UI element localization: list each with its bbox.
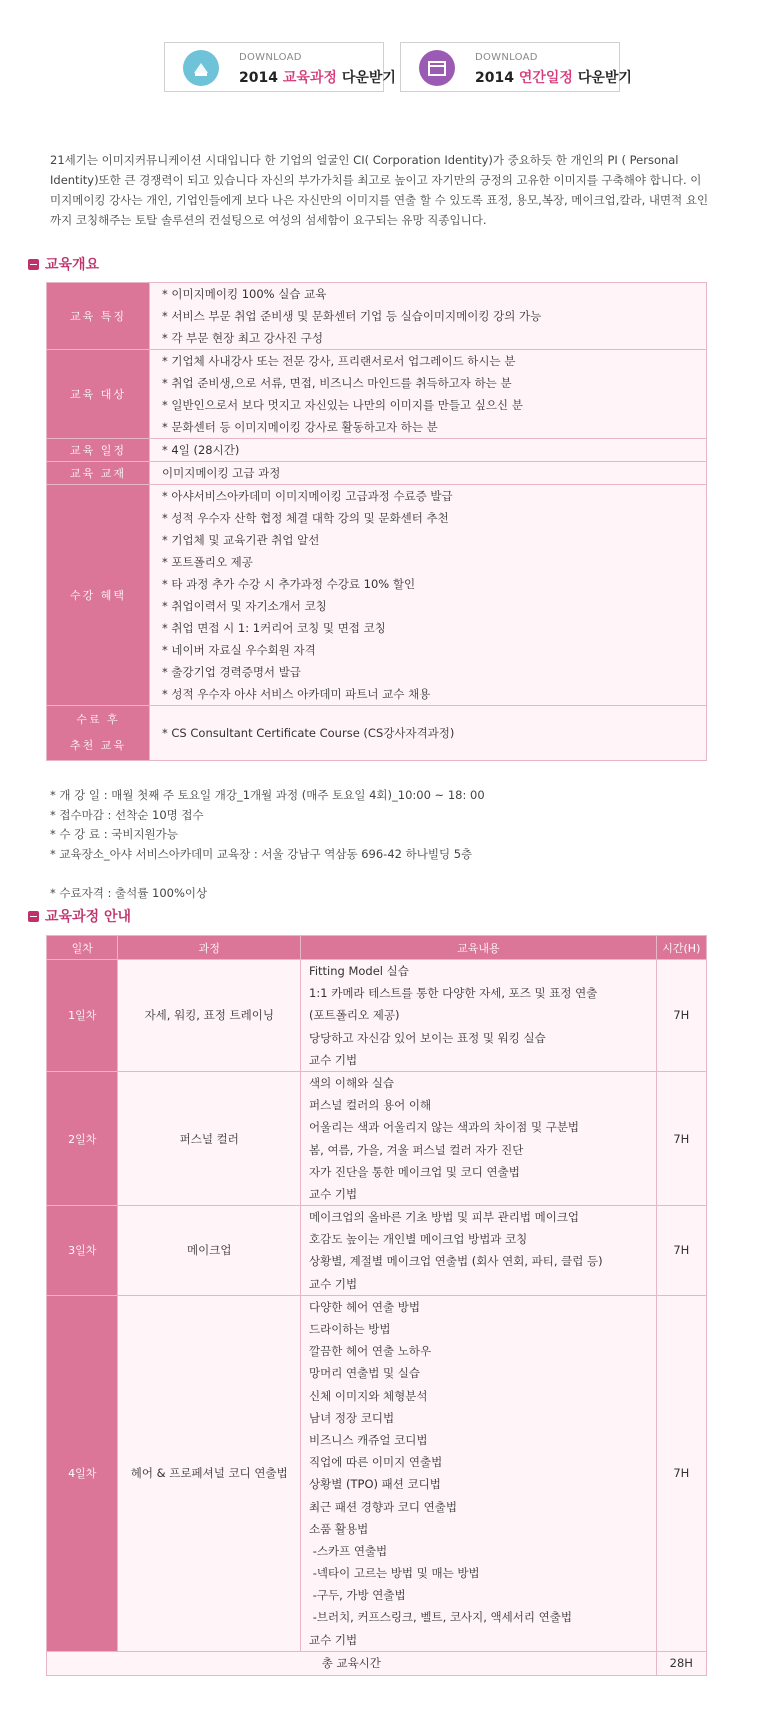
overview-row-content bbox=[150, 706, 707, 761]
note-line: * 수료자격 : 출석률 100%이상 bbox=[50, 885, 208, 900]
download-highlight: 연간일정 bbox=[518, 70, 573, 86]
overview-row bbox=[47, 350, 707, 439]
overview-line: * 서비스 부문 취업 준비생 및 문화센터 기업 등 실습이미지메이킹 강의 가능 bbox=[162, 309, 542, 323]
download-title bbox=[239, 67, 396, 87]
curriculum-line: 남녀 정장 코디법 bbox=[309, 1410, 395, 1425]
curriculum-content bbox=[301, 1206, 657, 1296]
overview-line: * 포트폴리오 제공 bbox=[162, 555, 253, 569]
curriculum-line: 비즈니스 캐쥬얼 코디법 bbox=[309, 1432, 428, 1447]
curriculum-line: 직업에 따른 이미지 연출법 bbox=[309, 1455, 443, 1470]
total-hours: 28H bbox=[656, 1651, 706, 1675]
overview-row bbox=[47, 485, 707, 706]
curriculum-row bbox=[47, 1206, 707, 1296]
overview-line: * 출강기업 경력증명서 발급 bbox=[162, 665, 301, 679]
curriculum-course: 메이크업 bbox=[118, 1206, 301, 1296]
overview-line: * 취업 면접 시 1: 1커리어 코칭 및 면접 코칭 bbox=[162, 621, 386, 635]
overview-row-head: 교육 대상 bbox=[47, 350, 150, 439]
curriculum-course: 자세, 워킹, 표정 트레이닝 bbox=[118, 960, 301, 1072]
section-title-text: 교육개요 bbox=[45, 257, 100, 273]
curriculum-line: 다양한 헤어 연출 방법 bbox=[309, 1299, 420, 1314]
curriculum-hours: 7H bbox=[656, 1295, 706, 1651]
curriculum-line: 교수 기법 bbox=[309, 1632, 358, 1647]
overview-row-head: 교육 특징 bbox=[47, 283, 150, 350]
curriculum-line: 신체 이미지와 체형분석 bbox=[309, 1388, 428, 1403]
curriculum-line: 봄, 여름, 가을, 겨울 퍼스널 컬러 자가 진단 bbox=[309, 1142, 524, 1157]
curriculum-table bbox=[46, 935, 707, 1676]
overview-row-head: 교육 일정 bbox=[47, 439, 150, 462]
overview-line: * 성적 우수자 산학 협정 체결 대학 강의 및 문화센터 추천 bbox=[162, 511, 449, 525]
curriculum-line: (포트폴리오 제공) bbox=[309, 1008, 400, 1023]
curriculum-content bbox=[301, 1071, 657, 1205]
download-highlight: 교육과정 bbox=[282, 70, 337, 86]
overview-line: * 이미지메이킹 100% 실습 교육 bbox=[162, 287, 327, 301]
curriculum-line: 메이크업의 올바른 기초 방법 및 피부 관리법 메이크업 bbox=[309, 1210, 580, 1225]
curriculum-total-row bbox=[47, 1651, 707, 1675]
note-line: * 개 강 일 : 매월 첫째 주 토요일 개강_1개월 과정 (매주 토요일 4회)_10:00 ~ 18: 00 bbox=[50, 788, 485, 802]
curriculum-hours: 7H bbox=[656, 960, 706, 1072]
header-hours: 시간(H) bbox=[656, 936, 706, 960]
download-suffix: 다운받기 bbox=[577, 70, 632, 86]
overview-row-content bbox=[150, 462, 707, 485]
download-year: 2014 bbox=[239, 70, 278, 86]
download-suffix: 다운받기 bbox=[341, 70, 396, 86]
curriculum-line: -넥타이 고르는 방법 및 매는 방법 bbox=[309, 1566, 480, 1581]
section-title-curriculum bbox=[28, 906, 131, 926]
overview-row-head bbox=[47, 706, 150, 761]
curriculum-content bbox=[301, 960, 657, 1072]
curriculum-header-row bbox=[47, 936, 707, 960]
curriculum-content bbox=[301, 1295, 657, 1651]
overview-line: * 성적 우수자 아샤 서비스 아카데미 파트너 교수 채용 bbox=[162, 687, 431, 701]
overview-line: 이미지메이킹 고급 과정 bbox=[162, 466, 281, 480]
overview-row bbox=[47, 283, 707, 350]
curriculum-line: -스카프 연출법 bbox=[309, 1543, 388, 1558]
download-schedule-button[interactable] bbox=[400, 42, 632, 92]
curriculum-row bbox=[47, 1295, 707, 1651]
note-line bbox=[50, 864, 485, 884]
overview-line: * 기업체 및 교육기관 취업 알선 bbox=[162, 533, 320, 547]
curriculum-hours: 7H bbox=[656, 1071, 706, 1205]
curriculum-line: 교수 기법 bbox=[309, 1186, 358, 1201]
curriculum-hours: 7H bbox=[656, 1206, 706, 1296]
overview-line: * 아샤서비스아카데미 이미지메이킹 고급과정 수료증 발급 bbox=[162, 489, 453, 503]
total-label: 총 교육시간 bbox=[47, 1651, 657, 1675]
header-day: 일차 bbox=[47, 936, 118, 960]
download-year: 2014 bbox=[475, 70, 514, 86]
curriculum-course: 헤어 & 프로페셔널 코디 연출법 bbox=[118, 1295, 301, 1651]
overview-row bbox=[47, 706, 707, 761]
calendar-icon bbox=[419, 50, 455, 86]
note-line: * 교육장소_아샤 서비스아카데미 교육장 : 서울 강남구 역삼동 696-42 하나빌딩 5층 bbox=[50, 846, 473, 861]
curriculum-line: 소품 활용법 bbox=[309, 1521, 369, 1536]
curriculum-line: 드라이하는 방법 bbox=[309, 1322, 391, 1336]
curriculum-day: 2일차 bbox=[47, 1071, 118, 1205]
curriculum-line: 색의 이해와 실습 bbox=[309, 1075, 395, 1090]
section-title-overview bbox=[28, 254, 99, 274]
overview-row bbox=[47, 462, 707, 485]
curriculum-line: 호감도 높이는 개인별 메이크업 방법과 코칭 bbox=[309, 1232, 528, 1247]
intro-paragraph: 21세기는 이미지커뮤니케이션 시대입니다 한 기업의 얼굴인 CI( Corporation Identity)가 중요하듯 한 개인의 PI ( Personal Identity)또한 큰 경쟁력이 되고 있습니다 자신의 부가가치를 최고로 높이고 자기만의 긍정의 고유한 이미지를 구축해야 합니다. 이미지메이킹 강사는 개인, 기업인들에게 보다 나은 자신만의 이미지를 연출 할 수 있도록 표정, 용모,복장, 메이크업,칼라, 내면적 요인까지 코칭해주는 토탈 솔루션의 컨설팅으로 여성의 섬세함이 요구되는 유망 직종입니다. bbox=[50, 153, 709, 227]
curriculum-line: 어울리는 색과 어울리지 않는 색과의 차이점 및 구분법 bbox=[309, 1120, 580, 1135]
curriculum-day: 3일차 bbox=[47, 1206, 118, 1296]
overview-table bbox=[46, 282, 707, 761]
overview-line: * 일반인으로서 보다 멋지고 자신있는 나만의 이미지를 만들고 싶으신 분 bbox=[162, 398, 523, 412]
download-small-label: DOWNLOAD bbox=[239, 52, 302, 63]
overview-row-head-text: 수료 후 추천 교육 bbox=[69, 713, 126, 752]
overview-row-content bbox=[150, 283, 707, 350]
overview-row-head: 수강 혜택 bbox=[47, 485, 150, 706]
curriculum-line: 망머리 연출법 및 실습 bbox=[309, 1366, 420, 1381]
curriculum-line: 퍼스널 컬러의 용어 이해 bbox=[309, 1098, 432, 1113]
curriculum-row bbox=[47, 1071, 707, 1205]
curriculum-line: 교수 기법 bbox=[309, 1052, 358, 1067]
curriculum-day: 1일차 bbox=[47, 960, 118, 1072]
header-content: 교육내용 bbox=[301, 936, 657, 960]
course-notes bbox=[50, 786, 485, 903]
minus-box-icon bbox=[28, 911, 39, 922]
overview-line: * 취업 준비생,으로 서류, 면접, 비즈니스 마인드를 취득하고자 하는 분 bbox=[162, 376, 512, 390]
curriculum-line: 상황별 (TPO) 패션 코디법 bbox=[309, 1477, 441, 1492]
overview-line: * 네이버 자료실 우수회원 자격 bbox=[162, 643, 316, 657]
curriculum-line: 상황별, 계절별 메이크업 연출법 (회사 연회, 파티, 클럽 등) bbox=[309, 1254, 603, 1269]
overview-row-content bbox=[150, 439, 707, 462]
overview-line: * 기업체 사내강사 또는 전문 강사, 프리랜서로서 업그레이드 하시는 분 bbox=[162, 354, 516, 368]
overview-line: * 각 부문 현장 최고 강사진 구성 bbox=[162, 331, 323, 345]
download-curriculum-button[interactable] bbox=[164, 42, 396, 92]
overview-row bbox=[47, 439, 707, 462]
overview-line: * 4일 (28시간) bbox=[162, 443, 240, 457]
curriculum-line: 최근 패션 경향과 코디 연출법 bbox=[309, 1499, 457, 1514]
header-course: 과정 bbox=[118, 936, 301, 960]
curriculum-row bbox=[47, 960, 707, 1072]
book-icon bbox=[183, 50, 219, 86]
curriculum-line: 깔끔한 헤어 연출 노하우 bbox=[309, 1344, 432, 1359]
section-title-text: 교육과정 안내 bbox=[45, 909, 132, 925]
overview-line: * 타 과정 추가 수강 시 추가과정 수강료 10% 할인 bbox=[162, 577, 416, 591]
overview-line: * CS Consultant Certificate Course (CS강사자격과정) bbox=[162, 726, 455, 740]
overview-row-content bbox=[150, 350, 707, 439]
curriculum-line: -구두, 가방 연출법 bbox=[309, 1588, 406, 1603]
overview-line: * 문화센터 등 이미지메이킹 강사로 활동하고자 하는 분 bbox=[162, 420, 438, 434]
overview-row-content bbox=[150, 485, 707, 706]
curriculum-line: 교수 기법 bbox=[309, 1276, 358, 1291]
curriculum-day: 4일차 bbox=[47, 1295, 118, 1651]
overview-row-head: 교육 교재 bbox=[47, 462, 150, 485]
curriculum-course: 퍼스널 컬러 bbox=[118, 1071, 301, 1205]
overview-line: * 취업이력서 및 자기소개서 코칭 bbox=[162, 599, 327, 613]
curriculum-line: 당당하고 자신감 있어 보이는 표정 및 워킹 실습 bbox=[309, 1030, 546, 1045]
curriculum-line: -브러치, 커프스링크, 벨트, 코사지, 액세서리 연출법 bbox=[309, 1610, 572, 1625]
note-line: * 수 강 료 : 국비지원가능 bbox=[50, 827, 178, 841]
curriculum-line: 자가 진단을 통한 메이크업 및 코디 연출법 bbox=[309, 1164, 520, 1179]
curriculum-line: Fitting Model 실습 bbox=[309, 964, 409, 978]
note-line: * 접수마감 : 선착순 10명 접수 bbox=[50, 807, 204, 822]
download-title bbox=[475, 67, 632, 87]
download-small-label: DOWNLOAD bbox=[475, 52, 538, 63]
minus-box-icon bbox=[28, 259, 39, 270]
curriculum-line: 1:1 카메라 테스트를 통한 다양한 자세, 포즈 및 표정 연출 bbox=[309, 986, 598, 1001]
